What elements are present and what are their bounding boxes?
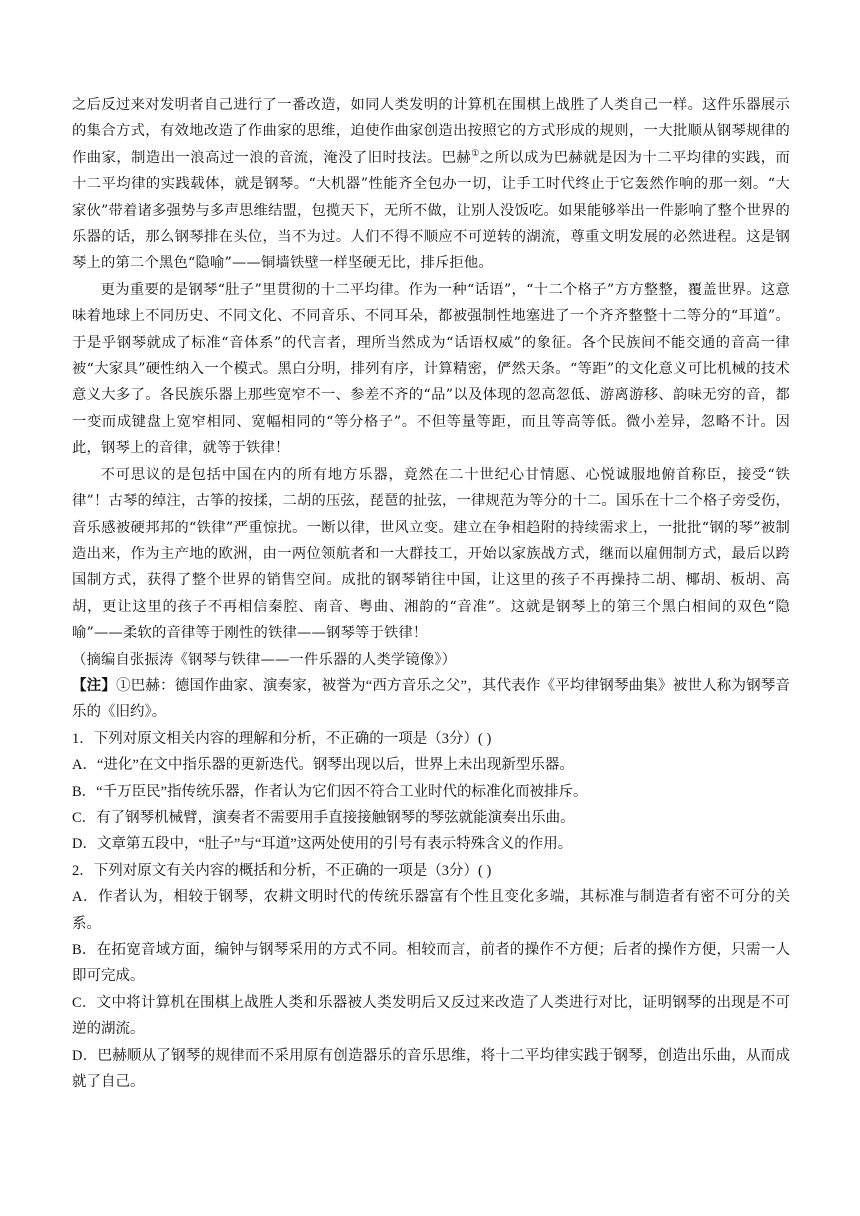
question-1-option-d[interactable]: D．文章第五段中，“肚子”与“耳道”这两处使用的引号有表示特殊含义的作用。 bbox=[72, 836, 573, 853]
passage-paragraph-2: 更为重要的是钢琴“肚子”里贯彻的十二平均律。作为一种“话语”，“十二个格子”方方整整，覆盖世界。这意味着地球上不同历史、不同文化、不同音乐、不同耳朵，都被强制性地塞进了一个齐齐整整十二等分的“耳道”。于是乎钢琴就成了标准“音体系”的代言者，理所当然成为“话语权威”的象征。各个民族间不能交通的音高一律被“大家具”硬性纳入一个模式。黑白分明，排列有序，计算精密，俨然天条。“等距”的文化意义可比机械的技术意义大多了。各民族乐器上那些宽窄不一、参差不齐的“品”以及体现的忽高忽低、游离游移、韵味无穷的音，都一变而成键盘上宽窄相同、宽幅相同的“等分格子”。不但等量等距，而且等高等低。微小差异，忽略不计。因此，钢琴上的音律，就等于铁律！ bbox=[72, 281, 790, 457]
question-1-option-b[interactable]: B．“千万臣民”指传统乐器，作者认为它们因不符合工业时代的标准化而被排斥。 bbox=[72, 783, 588, 800]
question-1-option-c[interactable]: C．有了钢琴机械臂，演奏者不需要用手直接接触钢琴的琴弦就能演奏出乐曲。 bbox=[72, 809, 575, 826]
passage-paragraph-1-text-b: 之所以成为巴赫就是因为十二平均律的实践，而十二平均律的实践载体，就是钢琴。“大机器”性能齐全包办一切，让手工时代终止于它轰然作响的那一刻。“大家伙”带着诸多强势与多声思维结盟，包揽天下，无所不做，让别人没饭吃。如果能够举出一件影响了整个世界的乐器的话，那么钢琴排在头位，当不为过。人们不得不顺应不可逆转的湖流，尊重文明发展的必然进程。这是钢琴上的第二个黑色“隐喻”——铜墙铁壁一样坚硬无比，排斥拒他。 bbox=[72, 149, 790, 272]
question-1-option-a[interactable]: A．“进化”在文中指乐器的更新迭代。钢琴出现以后，世界上未出现新型乐器。 bbox=[72, 757, 574, 774]
footnote-marker: ① bbox=[471, 149, 480, 160]
question-1-stem: 1．下列对原文相关内容的理解和分析，不正确的一项是（3分）( ) bbox=[72, 730, 492, 747]
footnote bbox=[72, 673, 790, 726]
question-2-option-a[interactable]: A．作者认为，相较于钢琴，农耕文明时代的传统乐器富有个性且变化多端，其标准与制造者有密不可分的关系。 bbox=[72, 889, 790, 932]
question-2-option-b[interactable]: B．在拓宽音域方面，编钟与钢琴采用的方式不同。相较而言，前者的操作不方便；后者的操作方便，只需一人即可完成。 bbox=[72, 942, 790, 985]
exam-page bbox=[72, 92, 790, 1095]
question-2-stem: 2．下列对原文有关内容的概括和分析，不正确的一项是（3分）( ) bbox=[72, 862, 492, 879]
passage-paragraph-3: 不可思议的是包括中国在内的所有地方乐器，竟然在二十世纪心甘情愿、心悦诚服地俯首称臣，接受“铁律”！古琴的绰注，古筝的按揉，二胡的压弦，琵琶的扯弦，一律规范为等分的十二。国乐在十二个格子旁受伤，音乐感被硬邦邦的“铁律”严重惊扰。一断以律，世风立变。建立在争相趋附的持续需求上，一批批“钢的琴”被制造出来，作为主产地的欧洲，由一两位领航者和一大群技工，开始以家族战方式，继而以雇佣制方式，最后以跨国制方式，获得了整个世界的销售空间。成批的钢琴销往中国，让这里的孩子不再操持二胡、椰胡、板胡、高胡，更让这里的孩子不再相信秦腔、南音、粤曲、湘韵的“音准”。这就是钢琴上的第三个黑白相间的双色“隐喻”——柔软的音律等于刚性的铁律——钢琴等于铁律！ bbox=[72, 466, 790, 642]
reading-passage bbox=[72, 92, 790, 673]
passage-paragraph-1 bbox=[72, 92, 790, 277]
footnote-text: ①巴赫：德国作曲家、演奏家，被誉为“西方音乐之父”，其代表作《平均律钢琴曲集》被世人称为钢琴音乐的《旧约》。 bbox=[72, 677, 790, 721]
questions-section bbox=[72, 673, 790, 1096]
question-2-option-c[interactable]: C．文中将计算机在围棋上战胜人类和乐器被人类发明后又反过来改造了人类进行对比，证明钢琴的出现是不可逆的湖流。 bbox=[72, 994, 790, 1038]
footnote-tag: 【注】 bbox=[72, 677, 117, 694]
passage-paragraph-1-text-a: 之后反过来对发明者自己进行了一番改造，如同人类发明的计算机在围棋上战胜了人类自己一样。这件乐器展示的集合方式，有效地改造了作曲家的思维，迫使作曲家创造出按照它的方式形成的规则，一大批顺从钢琴规律的作曲家，制造出一浪高过一浪的音流，淹没了旧时技法。巴赫 bbox=[72, 97, 790, 166]
passage-source: （摘编自张振涛《钢琴与铁律——一件乐器的人类学镜像》） bbox=[72, 651, 457, 668]
question-2-option-d[interactable]: D．巴赫顺从了钢琴的规律而不采用原有创造器乐的音乐思维，将十二平均律实践于钢琴，创造出乐曲，从而成就了自己。 bbox=[72, 1047, 790, 1091]
